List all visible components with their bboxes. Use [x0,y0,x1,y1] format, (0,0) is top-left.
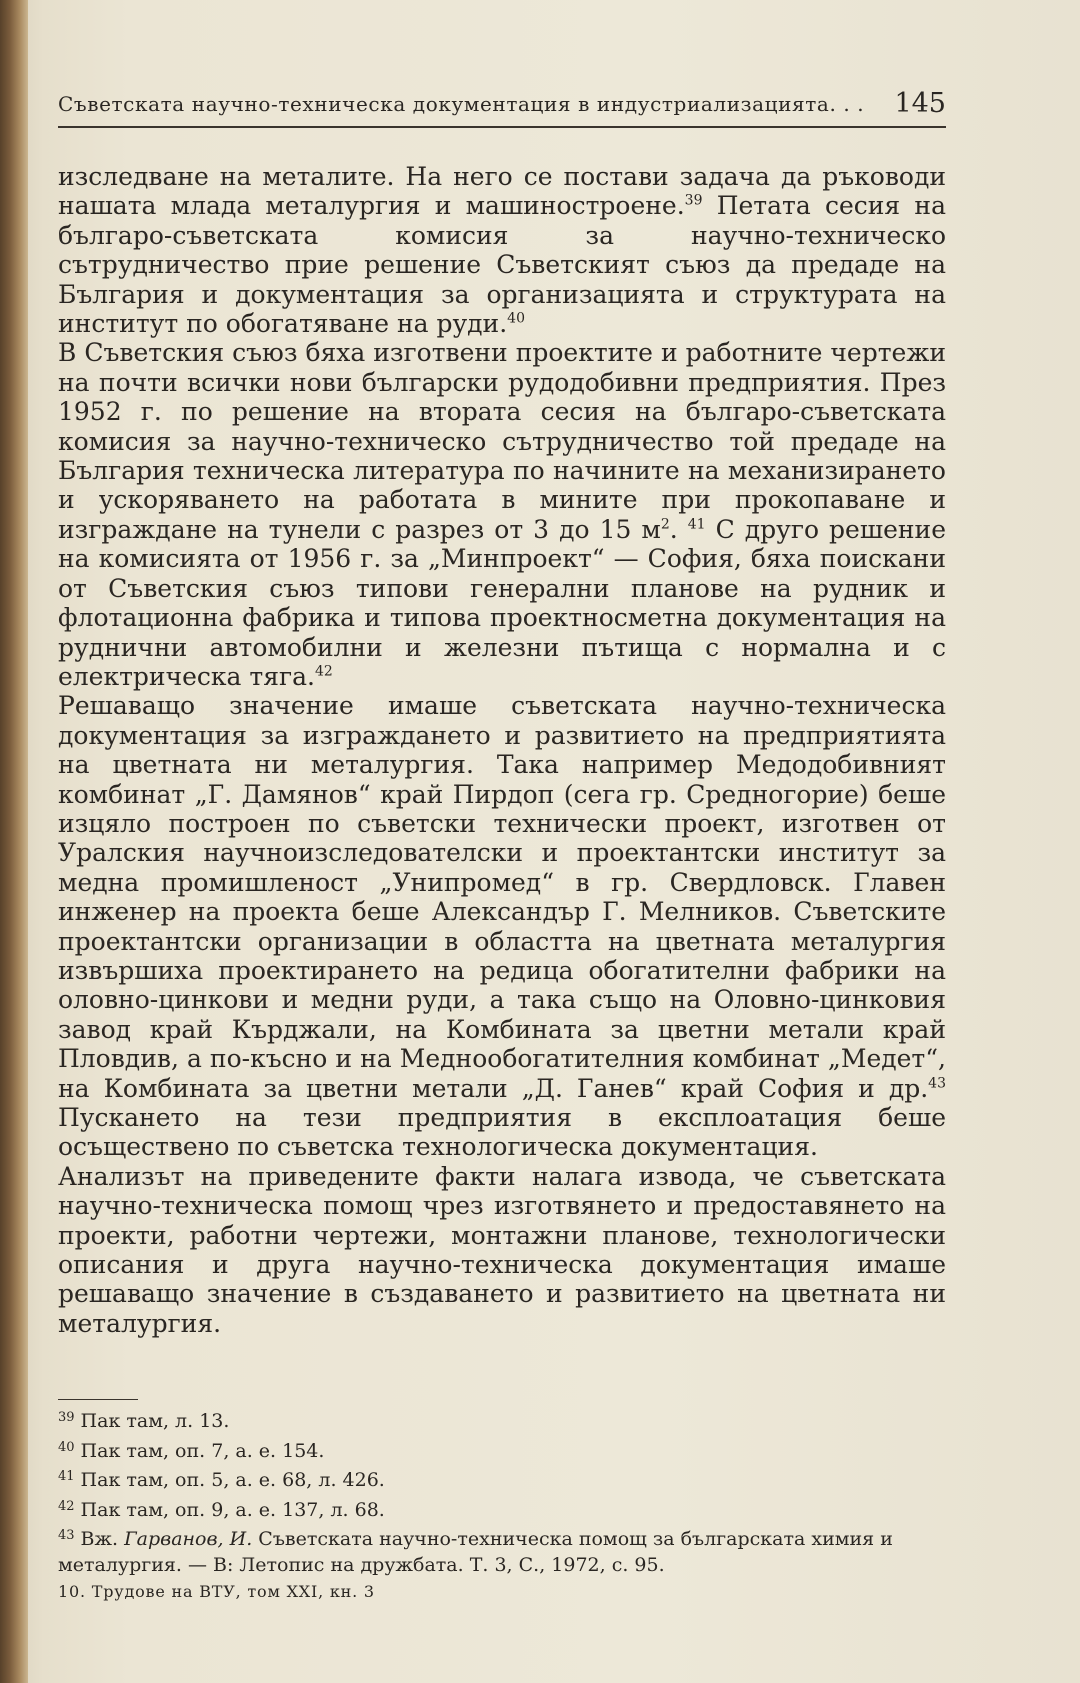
footnote-divider [58,1399,138,1400]
page-header [58,82,946,128]
footnote-number: 43 [58,1528,75,1543]
footnote-ref-40[interactable]: 40 [507,310,525,327]
text-run: Пускането на тези предприятия в експлоатация беше осъществено по съветска технологическа документация. [58,1103,946,1162]
footnote-prefix: Вж. [80,1528,125,1550]
text-run: В Съветския съюз бяха изготвени проектите и работните чертежи на почти всички нови български рудодобивни предприятия. През 1952 г. по решение на втората сесия на българо-съветската комисия за научно-техническо сътрудничество той предаде на България техническа литература по начините на механизирането и ускоряването на работата в мините при прокопаване и изграждане на тунели с разрез от 3 до 15 м [58,338,946,544]
footnote-43 [58,1523,946,1578]
text-run: Петата сесия на българо-съветската комисия за научно-техническо сътрудничество прие решение Съветският съюз да предаде на България и документация за организацията и структурата на институт по обогатяване на руди. [58,191,946,339]
footnote-ref-43[interactable]: 43 [928,1075,946,1092]
paragraph-4 [58,1162,946,1338]
text-run: Анализът на приведените факти налага извода, че съветската научно-техническа помощ чрез изготвянето и предоставянето на проекти, работни чертежи, монтажни планове, технологически описания и друга научно-техническа документация имаше решаващо значение в създаването и развитието на цветната ни металургия. [58,1161,946,1338]
running-title: Съветската научно-техническа документация в индустриализацията. . . [58,92,865,116]
footnote-ref-39[interactable]: 39 [684,193,703,210]
footnote-ref-41[interactable]: 41 [687,516,706,533]
superscript-squared: 2 [660,516,670,533]
footnote-number: 42 [58,1498,75,1514]
footnote-author: Гарванов, И. [124,1528,253,1550]
text-run: С друго решение на комисията от 1956 г. за „Минпроект“ — София, бяха поискани от Съветския съюз типови генерални планове на рудник и флотационна фабрика и типова проектносметна документация на руднични автомобилни и железни пътища с нормална и с електрическа тяга. [58,514,947,691]
footnote-number: 40 [58,1439,75,1455]
text-run: Решаващо значение имаше съветската научно-техническа документация за изграждането и развитието на предприятията на цветната ни металургия. Така например Медодобивният комбинат „Г. Дамянов“ край Пирдоп (сега гр. Средногорие) беше изцяло построен по съветски технически проект, изготвен от Уралския научноизследователски и проектантски институт за медна промишленост „Унипромед“ в гр. Свердловск. Главен инженер на проекта беше Александър Г. Мелников. Съветските проектантски организации в областта на цветната металургия извършиха проектирането на редица обогатителни фабрики на оловно-цинкови и медни руди, а така също на Оловно-цинковия завод край Кърджали, на Комбината за цветни метали край Пловдив, а по-късно и на Меднообогатителния комбинат „Медет“, на Комбината за цветни метали „Д. Ганев“ край София и др. [58,691,946,1103]
text-run: изследване на металите. На него се постави задача да ръководи нашата млада металургия и машиностроене. [58,162,946,221]
printer-signature: 10. Трудове на ВТУ, том XXI, кн. 3 [58,1582,375,1601]
book-binding-edge [0,0,28,1683]
footnote-number: 41 [58,1469,75,1484]
paragraph-3 [58,691,946,1162]
footnote-41 [58,1464,946,1494]
footnote-number: 39 [58,1410,75,1425]
footnote-ref-42[interactable]: 42 [314,663,333,680]
body-text [58,162,946,1338]
text-run: . [669,514,688,544]
footnote-text: Пак там, оп. 7, а. е. 154. [80,1439,325,1462]
footnote-39 [58,1405,946,1435]
footnote-42 [58,1494,946,1524]
footnote-text: Съветската научно-техническа помощ за българската химия и металургия. — В: Летопис на дружбата. Т. 3, С., 1972, с. 95. [58,1528,893,1576]
paragraph-2 [58,338,946,691]
footnote-40 [58,1435,946,1465]
page-number: 145 [894,88,946,119]
footnote-text: Пак там, оп. 5, а. е. 68, л. 426. [80,1469,385,1491]
paragraph-1 [58,162,946,338]
footnote-text: Пак там, оп. 9, а. е. 137, л. 68. [80,1498,385,1521]
footnotes [58,1405,946,1578]
footnote-text: Пак там, л. 13. [80,1410,230,1432]
